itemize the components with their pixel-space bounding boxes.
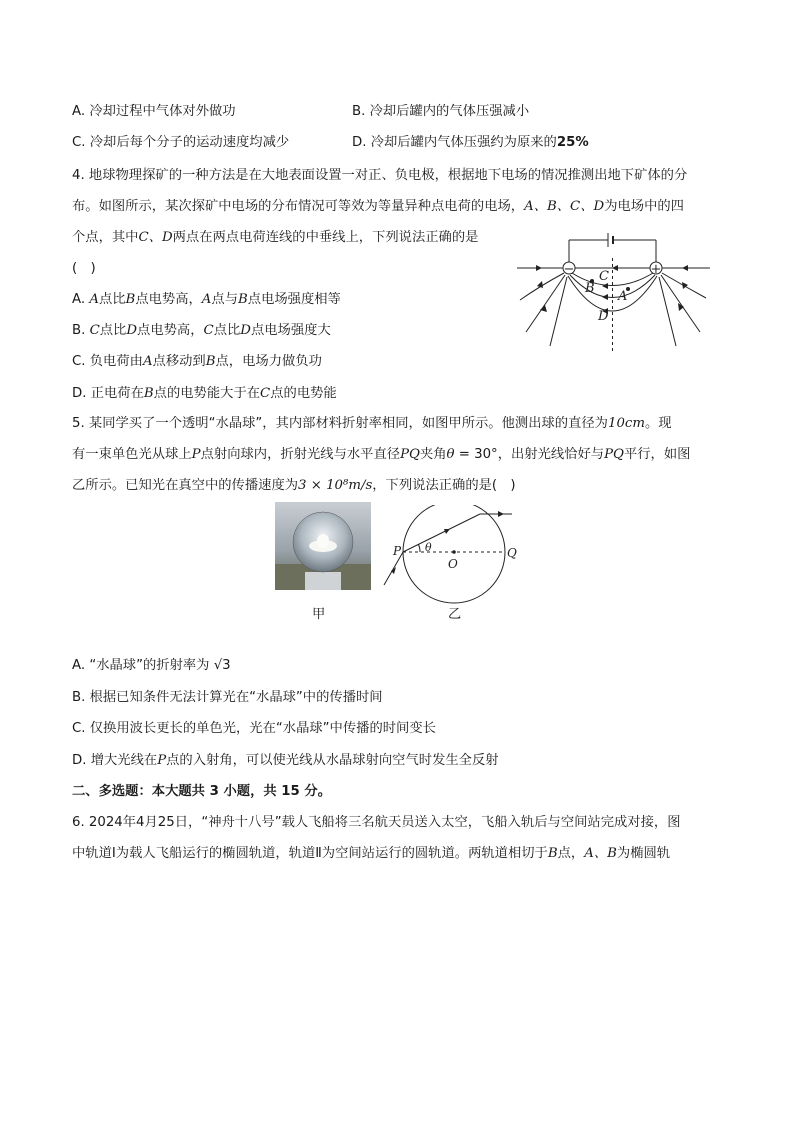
q4-option-b: B. C点比D点电势高，C点比D点电场强度大	[72, 323, 331, 338]
q5-stem-line1: 5. 某同学买了一个透明“水晶球”，其内部材料折射率相同，如图甲所示。他测出球的直径为10cm。现	[72, 416, 672, 431]
label-c: C	[599, 269, 609, 284]
field-line-left-3	[550, 277, 567, 346]
positive-sign: +	[650, 262, 662, 277]
label-o: O	[448, 557, 458, 571]
q5-option-d: D. 增大光线在P点的入射角，可以使光线从水晶球射向空气时发生全反射	[72, 753, 499, 768]
fig-yi-caption: 乙	[448, 607, 462, 622]
q4-option-c: C. 负电荷由A点移动到B点，电场力做负功	[72, 354, 322, 369]
q4-stem-line3: 个点，其中C、D两点在两点电荷连线的中垂线上，下列说法正确的是	[72, 230, 479, 245]
q4-field-diagram	[512, 228, 718, 358]
q5-option-c: C. 仅换用波长更长的单色光，光在“水晶球”中传播的时间变长	[72, 721, 436, 736]
q4-answer-paren: ( )	[72, 261, 96, 276]
q3-option-b: B. 冷却后罐内的气体压强减小	[352, 104, 530, 119]
q5-stem-line2: 有一束单色光从球上P点射向球内，折射光线与水平直径PQ夹角θ = 30°，出射光线恰好与PQ平行，如图	[72, 447, 691, 462]
q5-option-b: B. 根据已知条件无法计算光在“水晶球”中的传播时间	[72, 690, 383, 705]
theta-arc	[419, 545, 421, 553]
negative-sign: −	[563, 262, 575, 277]
ball-stand	[305, 572, 341, 590]
q4-option-d: D. 正电荷在B点的电势能大于在C点的电势能	[72, 386, 337, 401]
q5-option-a: A. “水晶球”的折射率为 √3	[72, 658, 231, 673]
center-dot	[452, 550, 456, 554]
q5-stem-line3: 乙所示。已知光在真空中的传播速度为3 × 10⁸m/s，下列说法正确的是( )	[72, 478, 516, 493]
label-theta: θ	[425, 541, 432, 554]
q3-option-c: C. 冷却后每个分子的运动速度均减少	[72, 135, 290, 150]
label-q: Q	[507, 546, 517, 560]
label-a: A	[618, 289, 628, 304]
field-line-3	[568, 276, 657, 311]
arrow-icon	[537, 281, 543, 288]
crystal-ball-photo	[275, 502, 371, 590]
ball-outline	[403, 505, 505, 603]
q4-stem-line1: 4. 地球物理探矿的一种方法是在大地表面设置一对正、负电极，根据地下电场的情况推测出地下矿体的分	[72, 168, 688, 183]
arrow-icon	[498, 511, 504, 517]
q6-stem-line1: 6. 2024年4月25日，“神舟十八号”载人飞船将三名航天员送入太空，飞船入轨后与空间站完成对接，图	[72, 815, 681, 830]
q4-stem-line2: 布。如图所示，某次探矿中电场的分布情况可等效为等量异种点电荷的电场，A、B、C、D为电场中的四	[72, 199, 684, 214]
q4-option-a: A. A点比B点电势高，A点与B点电场强度相等	[72, 292, 341, 307]
arrow-icon	[682, 265, 688, 271]
arrow-icon	[536, 265, 542, 271]
section-heading-multiple-choice: 二、多选题：本大题共 3 小题，共 15 分。	[72, 784, 332, 799]
arrow-icon	[602, 294, 608, 300]
field-line-right-3	[659, 277, 676, 346]
q3-option-a: A. 冷却过程中气体对外做功	[72, 104, 236, 119]
q3-option-d: D. 冷却后罐内气体压强约为原来的25%	[352, 135, 589, 150]
label-b: B	[585, 281, 595, 296]
q6-stem-line2: 中轨道Ⅰ为载人飞船运行的椭圆轨道，轨道Ⅱ为空间站运行的圆轨道。两轨道相切于B点，A、B为椭圆轨	[72, 846, 671, 861]
label-d: D	[598, 309, 609, 324]
fig-jia-caption: 甲	[312, 607, 326, 622]
lotus-petal	[317, 534, 329, 548]
label-p: P	[393, 544, 402, 558]
q5-refraction-diagram	[380, 505, 520, 605]
